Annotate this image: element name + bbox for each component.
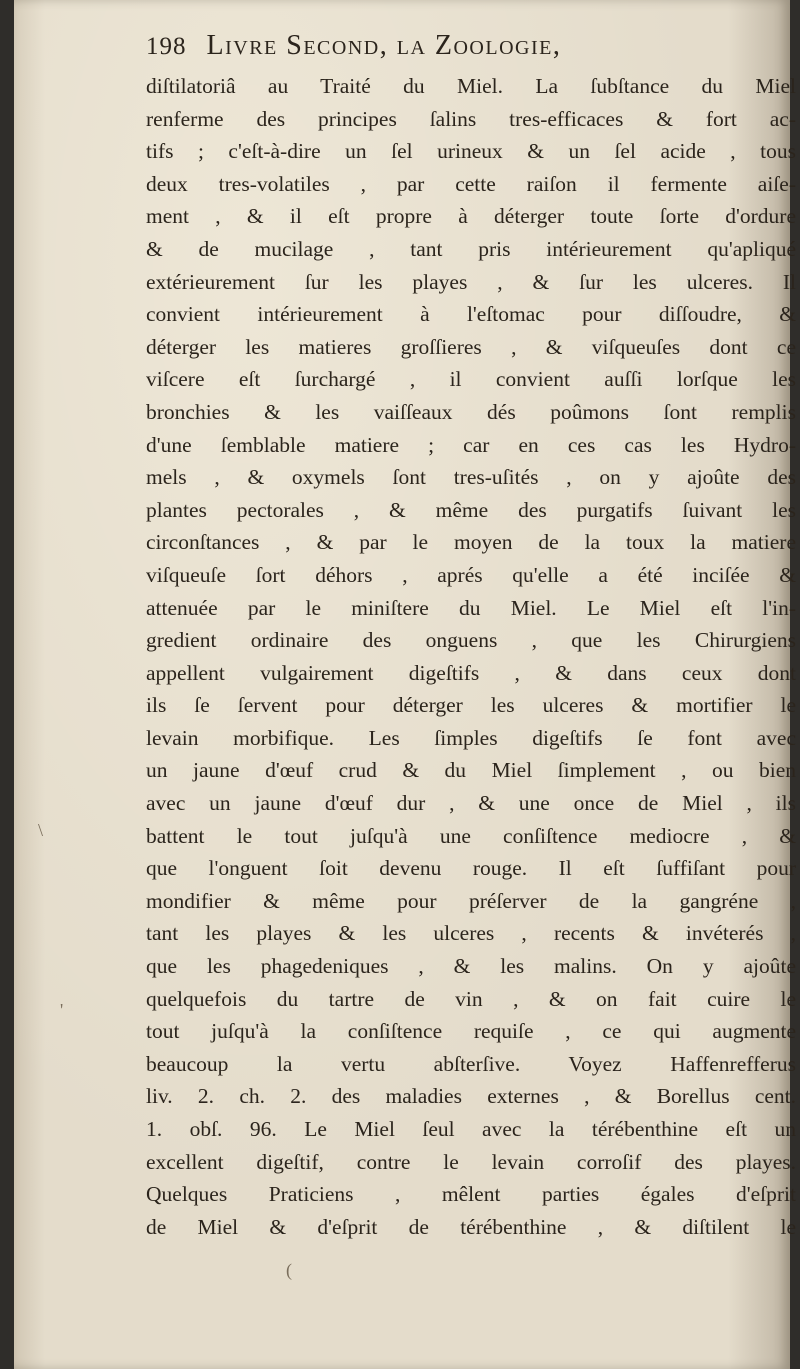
margin-stroke-mark: \ xyxy=(38,820,44,840)
body-text xyxy=(146,70,796,1243)
text-line: un jaune d'œuf crud & du Miel ſimplement , ou bien xyxy=(146,758,796,783)
text-line: mondifier & même pour préſerver de la gangréne , xyxy=(146,888,796,913)
text-line: bronchies & les vaiſſeaux dés poûmons ſont remplis xyxy=(146,399,796,424)
text-line: Quelques Praticiens , mêlent parties égales d'eſprit xyxy=(146,1182,796,1207)
text-line: extérieurement ſur les playes , & ſur les ulceres. Il xyxy=(146,269,796,294)
text-line: renferme des principes ſalins tres-efficaces & fort ac- xyxy=(146,106,796,131)
text-line: mels , & oxymels ſont tres-uſités , on y ajoûte des xyxy=(146,465,796,490)
text-line: circonſtances , & par le moyen de la toux la matiere xyxy=(146,530,796,555)
text-line: quelquefois du tartre de vin , & on fait cuire le xyxy=(146,986,796,1011)
text-line: excellent digeſtif, contre le levain corroſif des playes. xyxy=(146,1149,796,1174)
text-line: beaucoup la vertu abſterſive. Voyez Haffenrefferus xyxy=(146,1051,796,1076)
text-line: que l'onguent ſoit devenu rouge. Il eſt ſuffiſant pour xyxy=(146,856,796,881)
text-line: de Miel & d'eſprit de térébenthine , & diſtilent le xyxy=(146,1214,796,1239)
text-line: attenuée par le miniſtere du Miel. Le Miel eſt l'in- xyxy=(146,595,796,620)
text-line: liv. 2. ch. 2. des maladies externes , & Borellus cent. xyxy=(146,1084,796,1109)
text-line: appellent vulgairement digeſtifs , & dans ceux dont xyxy=(146,660,796,685)
margin-stroke-mark: ( xyxy=(286,1260,292,1280)
text-line: gredient ordinaire des onguens , que les Chirurgiens xyxy=(146,628,796,653)
text-line: tant les playes & les ulceres , recents & invéterés , xyxy=(146,921,796,946)
book-page xyxy=(14,0,796,1369)
text-line: tifs ; c'eſt-à-dire un ſel urineux & un ſel acide , tous xyxy=(146,139,796,164)
text-block xyxy=(146,30,796,1243)
text-line: viſcere eſt ſurchargé , il convient auſſi lorſque les xyxy=(146,367,796,392)
text-line: ment , & il eſt propre à déterger toute ſorte d'ordure xyxy=(146,204,796,229)
running-head xyxy=(146,30,796,74)
text-line: battent le tout juſqu'à une conſiſtence mediocre , & xyxy=(146,823,796,848)
text-line: viſqueuſe ſort déhors , aprés qu'elle a été inciſée & xyxy=(146,562,796,587)
text-line: plantes pectorales , & même des purgatifs ſuivant les xyxy=(146,497,796,522)
text-line: levain morbifique. Les ſimples digeſtifs ſe font avec xyxy=(146,725,796,750)
text-line: ils ſe ſervent pour déterger les ulceres & mortifier le xyxy=(146,693,796,718)
page-number: 198 xyxy=(146,33,187,60)
text-line: 1. obſ. 96. Le Miel ſeul avec la térébenthine eſt un xyxy=(146,1117,796,1141)
text-line: avec un jaune d'œuf dur , & une once de Miel , ils xyxy=(146,791,796,816)
text-line: tout juſqu'à la conſiſtence requiſe , ce qui augmente xyxy=(146,1019,796,1044)
text-line: que les phagedeniques , & les malins. On y ajoûte xyxy=(146,954,796,979)
text-line: & de mucilage , tant pris intérieurement qu'apliqué xyxy=(146,236,796,261)
text-line: convient intérieurement à l'eſtomac pour diſſoudre, & xyxy=(146,302,796,327)
text-line: d'une ſemblable matiere ; car en ces cas les Hydro- xyxy=(146,432,796,457)
margin-stroke-mark: ' xyxy=(60,1000,64,1020)
running-title: Livre Second, la Zoologie, xyxy=(206,30,562,61)
text-line: diſtilatoriâ au Traité du Miel. La ſubſtance du Miel xyxy=(146,74,796,98)
text-line: deux tres-volatiles , par cette raiſon il fermente aiſe- xyxy=(146,171,796,196)
text-line: déterger les matieres groſſieres , & viſqueuſes dont ce xyxy=(146,334,796,359)
